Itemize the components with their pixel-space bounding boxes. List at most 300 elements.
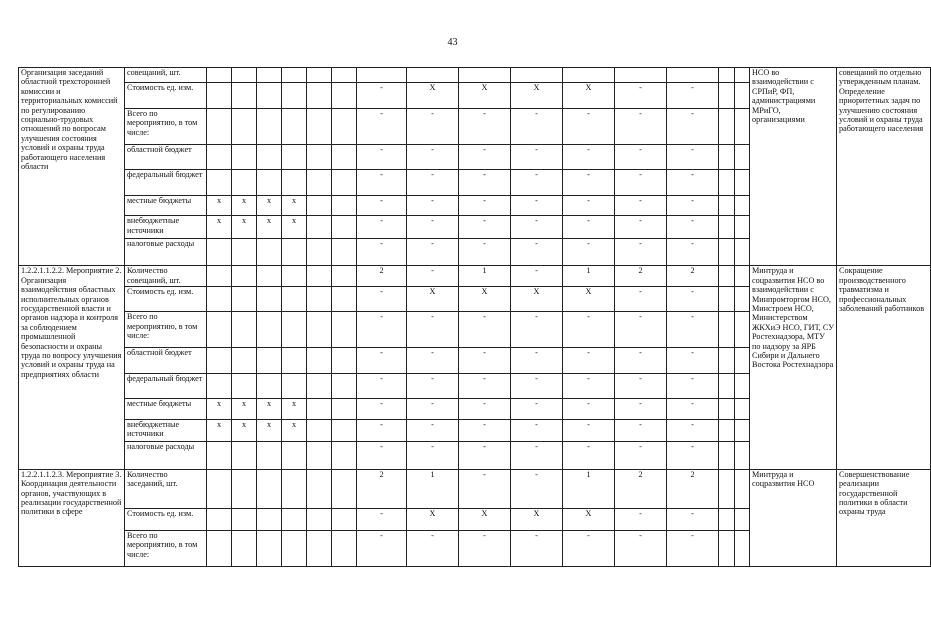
value-cell — [207, 286, 232, 312]
indicator-label-cell: Всего по мероприятию, в том числе: — [125, 108, 207, 144]
value-cell: x — [282, 216, 307, 239]
value-cell: - — [563, 531, 615, 567]
value-cell: 1 — [407, 469, 459, 508]
value-cell: - — [563, 373, 615, 399]
value-cell: x — [257, 195, 282, 215]
value-cell — [207, 442, 232, 470]
value-cell: - — [357, 195, 407, 215]
value-cell — [735, 170, 750, 196]
value-cell — [282, 238, 307, 266]
indicator-label-cell: федеральный бюджет — [125, 170, 207, 196]
value-cell: - — [357, 216, 407, 239]
value-cell: - — [357, 373, 407, 399]
value-cell: - — [459, 469, 511, 508]
value-cell — [719, 238, 735, 266]
value-cell — [307, 83, 332, 109]
value-cell — [232, 238, 257, 266]
value-cell — [232, 266, 257, 286]
value-cell: - — [459, 531, 511, 567]
value-cell: - — [563, 348, 615, 374]
value-cell — [735, 68, 750, 83]
value-cell: x — [207, 419, 232, 442]
value-cell: - — [563, 170, 615, 196]
value-cell: - — [667, 348, 719, 374]
value-cell — [735, 216, 750, 239]
value-cell: - — [511, 238, 563, 266]
value-cell — [735, 144, 750, 170]
value-cell: - — [511, 469, 563, 508]
value-cell: - — [563, 216, 615, 239]
value-cell: 2 — [667, 266, 719, 286]
value-cell: - — [407, 266, 459, 286]
value-cell: - — [563, 108, 615, 144]
value-cell: - — [511, 266, 563, 286]
value-cell — [735, 238, 750, 266]
indicator-label-cell: Всего по мероприятию, в том числе: — [125, 531, 207, 567]
value-cell: - — [511, 195, 563, 215]
value-cell — [307, 531, 332, 567]
value-cell: - — [459, 238, 511, 266]
value-cell: - — [615, 419, 667, 442]
value-cell — [207, 170, 232, 196]
indicator-label-cell: Стоимость ед. изм. — [125, 286, 207, 312]
value-cell — [719, 531, 735, 567]
value-cell: - — [667, 108, 719, 144]
value-cell: - — [667, 286, 719, 312]
value-cell: - — [615, 170, 667, 196]
value-cell — [307, 442, 332, 470]
value-cell: X — [407, 508, 459, 531]
value-cell: - — [459, 195, 511, 215]
value-cell: X — [563, 508, 615, 531]
value-cell: X — [563, 286, 615, 312]
value-cell: - — [407, 170, 459, 196]
value-cell — [282, 508, 307, 531]
value-cell — [735, 348, 750, 374]
value-cell — [282, 83, 307, 109]
value-cell: - — [357, 531, 407, 567]
value-cell: - — [407, 312, 459, 348]
value-cell — [332, 469, 357, 508]
value-cell: - — [407, 442, 459, 470]
value-cell: X — [407, 83, 459, 109]
value-cell — [332, 216, 357, 239]
indicator-label-cell: местные бюджеты — [125, 399, 207, 419]
value-cell — [735, 286, 750, 312]
value-cell: - — [357, 312, 407, 348]
value-cell: - — [357, 348, 407, 374]
value-cell: 1 — [459, 266, 511, 286]
value-cell: 2 — [667, 469, 719, 508]
value-cell — [207, 108, 232, 144]
value-cell: - — [615, 442, 667, 470]
value-cell: - — [511, 531, 563, 567]
value-cell: - — [563, 442, 615, 470]
value-cell — [282, 170, 307, 196]
value-cell — [332, 286, 357, 312]
value-cell: - — [407, 348, 459, 374]
value-cell — [257, 68, 282, 83]
indicator-label-cell: областной бюджет — [125, 348, 207, 374]
indicator-label-cell: Количество заседаний, шт. — [125, 469, 207, 508]
value-cell: - — [459, 108, 511, 144]
value-cell — [735, 442, 750, 470]
value-cell: - — [667, 170, 719, 196]
value-cell — [307, 68, 332, 83]
expected-result-cell: совещаний по отдельно утвержденным планам. Определение приоритетных задач по улучшению состояния условий и охраны труда работающего населения — [837, 68, 931, 266]
measure-name-cell: Организация заседаний областной трехсторонней комиссии и территориальных комиссий по регулированию социально-трудовых отношений по вопросам улучшения состояния условий и охраны труда работающего населения области — [19, 68, 125, 266]
indicator-label-cell: внебюджетные источники — [125, 419, 207, 442]
value-cell: - — [667, 144, 719, 170]
value-cell — [307, 170, 332, 196]
value-cell — [257, 442, 282, 470]
value-cell — [719, 170, 735, 196]
value-cell: x — [257, 216, 282, 239]
indicator-label-cell: федеральный бюджет — [125, 373, 207, 399]
value-cell — [282, 442, 307, 470]
value-cell — [232, 508, 257, 531]
value-cell: - — [407, 108, 459, 144]
value-cell: - — [667, 216, 719, 239]
value-cell — [357, 68, 407, 83]
value-cell — [257, 373, 282, 399]
value-cell — [232, 442, 257, 470]
value-cell — [719, 144, 735, 170]
value-cell — [719, 399, 735, 419]
value-cell: - — [615, 312, 667, 348]
value-cell — [207, 266, 232, 286]
value-cell: X — [563, 83, 615, 109]
measures-table — [18, 67, 931, 567]
value-cell — [282, 531, 307, 567]
value-cell — [232, 312, 257, 348]
value-cell — [257, 238, 282, 266]
value-cell — [332, 83, 357, 109]
value-cell — [257, 312, 282, 348]
measure-name-cell: 1.2.2.1.1.2.3. Мероприятие 3. Координация деятельности органов, участвующих в реализации государственной политики в сфере — [19, 469, 125, 566]
value-cell: - — [615, 373, 667, 399]
value-cell: x — [207, 216, 232, 239]
value-cell: - — [407, 531, 459, 567]
value-cell: X — [459, 508, 511, 531]
value-cell — [735, 195, 750, 215]
value-cell — [207, 469, 232, 508]
value-cell — [232, 348, 257, 374]
value-cell: - — [615, 195, 667, 215]
indicator-label-cell: совещаний, шт. — [125, 68, 207, 83]
value-cell — [735, 83, 750, 109]
value-cell: - — [459, 442, 511, 470]
value-cell — [735, 508, 750, 531]
value-cell — [257, 348, 282, 374]
value-cell — [232, 469, 257, 508]
value-cell — [563, 68, 615, 83]
value-cell: - — [407, 399, 459, 419]
indicator-label-cell: налоговые расходы — [125, 442, 207, 470]
value-cell — [282, 373, 307, 399]
value-cell: - — [563, 238, 615, 266]
value-cell — [719, 108, 735, 144]
value-cell — [332, 108, 357, 144]
value-cell: - — [407, 238, 459, 266]
value-cell: - — [563, 399, 615, 419]
value-cell — [719, 266, 735, 286]
value-cell: - — [459, 419, 511, 442]
value-cell — [332, 68, 357, 83]
value-cell: 2 — [357, 469, 407, 508]
value-cell — [307, 419, 332, 442]
value-cell: - — [615, 144, 667, 170]
value-cell: - — [357, 108, 407, 144]
value-cell — [207, 144, 232, 170]
value-cell — [257, 531, 282, 567]
value-cell: - — [459, 312, 511, 348]
value-cell: - — [667, 531, 719, 567]
value-cell — [615, 68, 667, 83]
value-cell: - — [667, 508, 719, 531]
value-cell — [232, 170, 257, 196]
value-cell — [719, 442, 735, 470]
value-cell: X — [511, 83, 563, 109]
value-cell — [282, 312, 307, 348]
value-cell: - — [511, 170, 563, 196]
value-cell — [282, 348, 307, 374]
indicator-label-cell: Всего по мероприятию, в том числе: — [125, 312, 207, 348]
value-cell: x — [232, 195, 257, 215]
value-cell — [232, 531, 257, 567]
value-cell — [232, 286, 257, 312]
value-cell — [332, 170, 357, 196]
value-cell: - — [357, 419, 407, 442]
value-cell: x — [232, 419, 257, 442]
value-cell: - — [563, 312, 615, 348]
value-cell: - — [667, 373, 719, 399]
value-cell — [282, 108, 307, 144]
value-cell: - — [511, 373, 563, 399]
value-cell: - — [511, 442, 563, 470]
value-cell — [207, 348, 232, 374]
value-cell — [407, 68, 459, 83]
value-cell — [307, 373, 332, 399]
value-cell: x — [257, 419, 282, 442]
value-cell — [307, 238, 332, 266]
value-cell: 2 — [357, 266, 407, 286]
value-cell: - — [459, 216, 511, 239]
value-cell: x — [232, 399, 257, 419]
value-cell — [735, 419, 750, 442]
value-cell: x — [207, 399, 232, 419]
value-cell: - — [357, 399, 407, 419]
value-cell — [232, 68, 257, 83]
value-cell — [511, 68, 563, 83]
value-cell — [282, 266, 307, 286]
value-cell: - — [407, 195, 459, 215]
value-cell: - — [667, 399, 719, 419]
value-cell: - — [615, 216, 667, 239]
value-cell — [257, 266, 282, 286]
value-cell: x — [232, 216, 257, 239]
value-cell — [719, 216, 735, 239]
table-row — [19, 469, 931, 508]
value-cell: X — [459, 286, 511, 312]
value-cell: x — [282, 195, 307, 215]
value-cell — [332, 419, 357, 442]
value-cell — [459, 68, 511, 83]
value-cell: - — [615, 286, 667, 312]
value-cell: - — [357, 83, 407, 109]
value-cell: 2 — [615, 469, 667, 508]
value-cell — [719, 348, 735, 374]
value-cell — [207, 312, 232, 348]
value-cell: - — [667, 312, 719, 348]
value-cell — [307, 286, 332, 312]
value-cell: - — [615, 508, 667, 531]
value-cell: - — [407, 144, 459, 170]
value-cell: - — [357, 508, 407, 531]
value-cell — [719, 419, 735, 442]
value-cell — [735, 531, 750, 567]
value-cell — [719, 508, 735, 531]
value-cell — [257, 508, 282, 531]
indicator-label-cell: внебюджетные источники — [125, 216, 207, 239]
value-cell — [332, 442, 357, 470]
value-cell — [257, 144, 282, 170]
value-cell: - — [459, 170, 511, 196]
value-cell — [207, 68, 232, 83]
value-cell — [307, 195, 332, 215]
value-cell: x — [207, 195, 232, 215]
value-cell: - — [357, 238, 407, 266]
indicator-label-cell: Стоимость ед. изм. — [125, 508, 207, 531]
value-cell: - — [615, 238, 667, 266]
value-cell: X — [511, 508, 563, 531]
value-cell — [719, 195, 735, 215]
value-cell — [232, 83, 257, 109]
value-cell — [735, 399, 750, 419]
value-cell — [332, 399, 357, 419]
value-cell: - — [407, 216, 459, 239]
value-cell — [332, 531, 357, 567]
value-cell: - — [667, 442, 719, 470]
value-cell — [307, 216, 332, 239]
value-cell: - — [667, 238, 719, 266]
value-cell: 1 — [563, 266, 615, 286]
value-cell: x — [282, 419, 307, 442]
value-cell — [332, 144, 357, 170]
value-cell — [307, 508, 332, 531]
value-cell — [232, 108, 257, 144]
value-cell: - — [357, 442, 407, 470]
table-row — [19, 266, 931, 286]
value-cell: - — [357, 286, 407, 312]
value-cell — [232, 144, 257, 170]
value-cell — [282, 144, 307, 170]
value-cell — [207, 373, 232, 399]
indicator-label-cell: местные бюджеты — [125, 195, 207, 215]
value-cell — [257, 469, 282, 508]
value-cell: - — [615, 108, 667, 144]
value-cell — [207, 531, 232, 567]
value-cell — [332, 195, 357, 215]
value-cell: - — [407, 419, 459, 442]
value-cell — [257, 170, 282, 196]
value-cell — [307, 266, 332, 286]
measure-name-cell: 1.2.2.1.1.2.2. Мероприятие 2. Организация взаимодействия областных исполнительных органов государственной власти и органов надзора и контроля за соблюдением промышленной безопасности и охраны труда по вопросу улучшения условий и охраны труда на предприятиях области — [19, 266, 125, 469]
value-cell — [332, 373, 357, 399]
executor-cell: Минтруда и соцразвития НСО во взаимодействии с Минпромторгом НСО, Минстроем НСО, Министерством ЖКХиЭ НСО, ГИТ, СУ Ростехнадзора, МТУ по надзору за ЯРБ Сибири и Дальнего Востока Ростехнадзора — [750, 266, 837, 469]
value-cell — [232, 373, 257, 399]
value-cell: - — [459, 373, 511, 399]
executor-cell: Минтруда и соцразвития НСО — [750, 469, 837, 566]
value-cell — [307, 469, 332, 508]
expected-result-cell: Совершенствование реализации государственной политики в области охраны труда — [837, 469, 931, 566]
value-cell: X — [407, 286, 459, 312]
value-cell — [735, 469, 750, 508]
value-cell: 2 — [615, 266, 667, 286]
value-cell — [719, 286, 735, 312]
value-cell — [735, 266, 750, 286]
value-cell: - — [511, 399, 563, 419]
indicator-label-cell: областной бюджет — [125, 144, 207, 170]
value-cell — [332, 348, 357, 374]
value-cell: - — [615, 399, 667, 419]
value-cell — [282, 469, 307, 508]
value-cell: - — [511, 144, 563, 170]
value-cell: - — [459, 348, 511, 374]
value-cell: - — [511, 312, 563, 348]
indicator-label-cell: Количество совещаний, шт. — [125, 266, 207, 286]
value-cell — [719, 68, 735, 83]
value-cell: - — [615, 83, 667, 109]
value-cell: - — [615, 348, 667, 374]
value-cell: - — [511, 108, 563, 144]
value-cell: - — [667, 419, 719, 442]
value-cell: X — [459, 83, 511, 109]
value-cell — [332, 312, 357, 348]
value-cell — [735, 373, 750, 399]
value-cell: - — [459, 144, 511, 170]
table-row — [19, 68, 931, 83]
value-cell: - — [357, 170, 407, 196]
value-cell — [307, 312, 332, 348]
value-cell: - — [563, 419, 615, 442]
value-cell — [735, 108, 750, 144]
value-cell: - — [667, 195, 719, 215]
value-cell: X — [511, 286, 563, 312]
value-cell: - — [667, 83, 719, 109]
value-cell: - — [563, 195, 615, 215]
value-cell — [719, 373, 735, 399]
value-cell: - — [357, 144, 407, 170]
executor-cell: НСО во взаимодействии с СРПиР, ФП, администрациями МРиГО, организациями — [750, 68, 837, 266]
value-cell — [332, 266, 357, 286]
expected-result-cell: Сокращение производственного травматизма и профессиональных заболеваний работников — [837, 266, 931, 469]
value-cell: - — [511, 216, 563, 239]
value-cell — [207, 508, 232, 531]
value-cell — [307, 348, 332, 374]
value-cell — [257, 83, 282, 109]
value-cell — [257, 108, 282, 144]
value-cell — [282, 286, 307, 312]
value-cell — [332, 508, 357, 531]
value-cell — [667, 68, 719, 83]
value-cell — [282, 68, 307, 83]
value-cell — [257, 286, 282, 312]
value-cell: - — [615, 531, 667, 567]
value-cell — [307, 108, 332, 144]
indicator-label-cell: налоговые расходы — [125, 238, 207, 266]
value-cell: - — [407, 373, 459, 399]
